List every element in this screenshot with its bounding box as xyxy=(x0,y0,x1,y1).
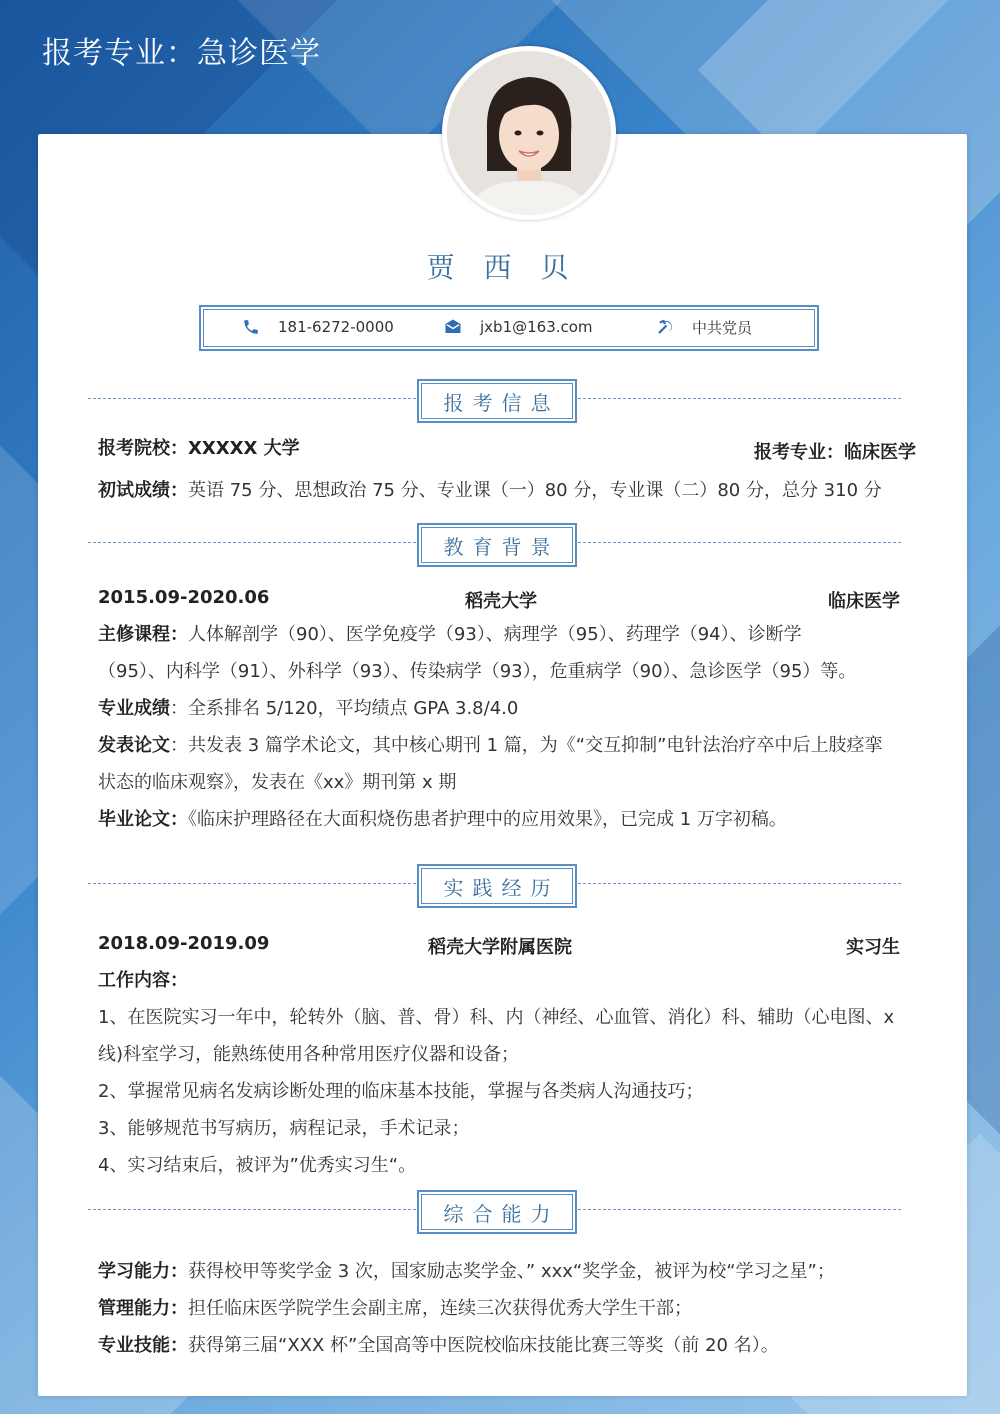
contact-email xyxy=(444,310,593,344)
avatar xyxy=(442,46,616,220)
practice-item1-line2: 线)科室学习，能熟练使用各种常用医疗仪器和设备； xyxy=(98,1044,520,1065)
mail-icon xyxy=(444,318,462,336)
applicant-name: 贾 西 贝 xyxy=(426,251,579,284)
contact-box xyxy=(199,305,819,351)
apply-score: 初试成绩：英语 75 分、思想政治 75 分、专业课（一）80 分，专业课（二）80 分，总分 310 分 xyxy=(98,480,882,501)
edu-courses-line1: 主修课程：人体解剖学（90）、医学免疫学（93）、病理学（95）、药理学（94）、诊断学 xyxy=(98,624,802,645)
section-title: 教育背景 xyxy=(421,527,573,563)
edu-paper-line2: 状态的临床观察》，发表在《xx》期刊第 x 期 xyxy=(98,772,457,793)
edu-major: 临床医学 xyxy=(828,591,900,612)
apply-major: 报考专业：临床医学 xyxy=(754,442,916,463)
edu-period: 2015.09-2020.06 xyxy=(98,587,270,608)
section-header-practice xyxy=(88,864,901,904)
section-header-ability xyxy=(88,1190,901,1230)
ability-skill: 专业技能：获得第三届“XXX 杯”全国高等中医院校临床技能比赛三等奖（前 20 名）。 xyxy=(98,1335,779,1356)
edu-courses-line2: （95）、内科学（91）、外科学（93）、传染病学（93），危重病学（90）、急诊医学（95）等。 xyxy=(98,661,857,682)
practice-content-label: 工作内容： xyxy=(98,970,188,991)
edu-paper-line1: 发表论文：共发表 3 篇学术论文，其中核心期刊 1 篇，为《“交互抑制”电针法治疗卒中后上肢痉挛 xyxy=(98,735,883,756)
contact-party xyxy=(656,310,752,344)
apply-school: 报考院校：XXXXX 大学 xyxy=(98,438,300,459)
ability-study: 学习能力：获得校甲等奖学金 3 次，国家励志奖学金、” xxx“奖学金，被评为校“学习之星”； xyxy=(98,1261,835,1282)
section-title: 报考信息 xyxy=(421,383,573,419)
practice-item2: 2、掌握常见病名发病诊断处理的临床基本技能，掌握与各类病人沟通技巧； xyxy=(98,1081,704,1102)
edu-school: 稻壳大学 xyxy=(465,591,537,612)
practice-item3: 3、能够规范书写病历，病程记录，手术记录； xyxy=(98,1118,470,1139)
practice-org: 稻壳大学附属医院 xyxy=(428,937,572,958)
section-header-apply xyxy=(88,379,901,419)
resume-card xyxy=(38,134,967,1396)
party-icon xyxy=(656,318,674,336)
section-title: 实践经历 xyxy=(421,868,573,904)
phone-text: 181-6272-0000 xyxy=(278,318,394,336)
practice-item4: 4、实习结束后，被评为”优秀实习生“。 xyxy=(98,1155,417,1176)
party-text: 中共党员 xyxy=(692,318,753,337)
avatar-photo xyxy=(447,51,611,215)
phone-icon xyxy=(242,318,260,336)
edu-grade: 专业成绩：全系排名 5/120，平均绩点 GPA 3.8/4.0 xyxy=(98,698,519,719)
edu-thesis: 毕业论文：《临床护理路径在大面积烧伤患者护理中的应用效果》，已完成 1 万字初稿。 xyxy=(98,809,787,830)
contact-phone xyxy=(242,310,394,344)
section-header-education xyxy=(88,523,901,563)
ability-manage: 管理能力：担任临床医学院学生会副主席，连续三次获得优秀大学生干部； xyxy=(98,1298,692,1319)
practice-period: 2018.09-2019.09 xyxy=(98,933,270,954)
section-title: 综合能力 xyxy=(421,1194,573,1230)
page-title: 报考专业：急诊医学 xyxy=(42,36,321,71)
practice-role: 实习生 xyxy=(846,937,900,958)
email-text: jxb1@163.com xyxy=(480,318,593,336)
practice-item1-line1: 1、在医院实习一年中，轮转外（脑、普、骨）科、内（神经、心血管、消化）科、辅助（心电图、x xyxy=(98,1007,895,1028)
